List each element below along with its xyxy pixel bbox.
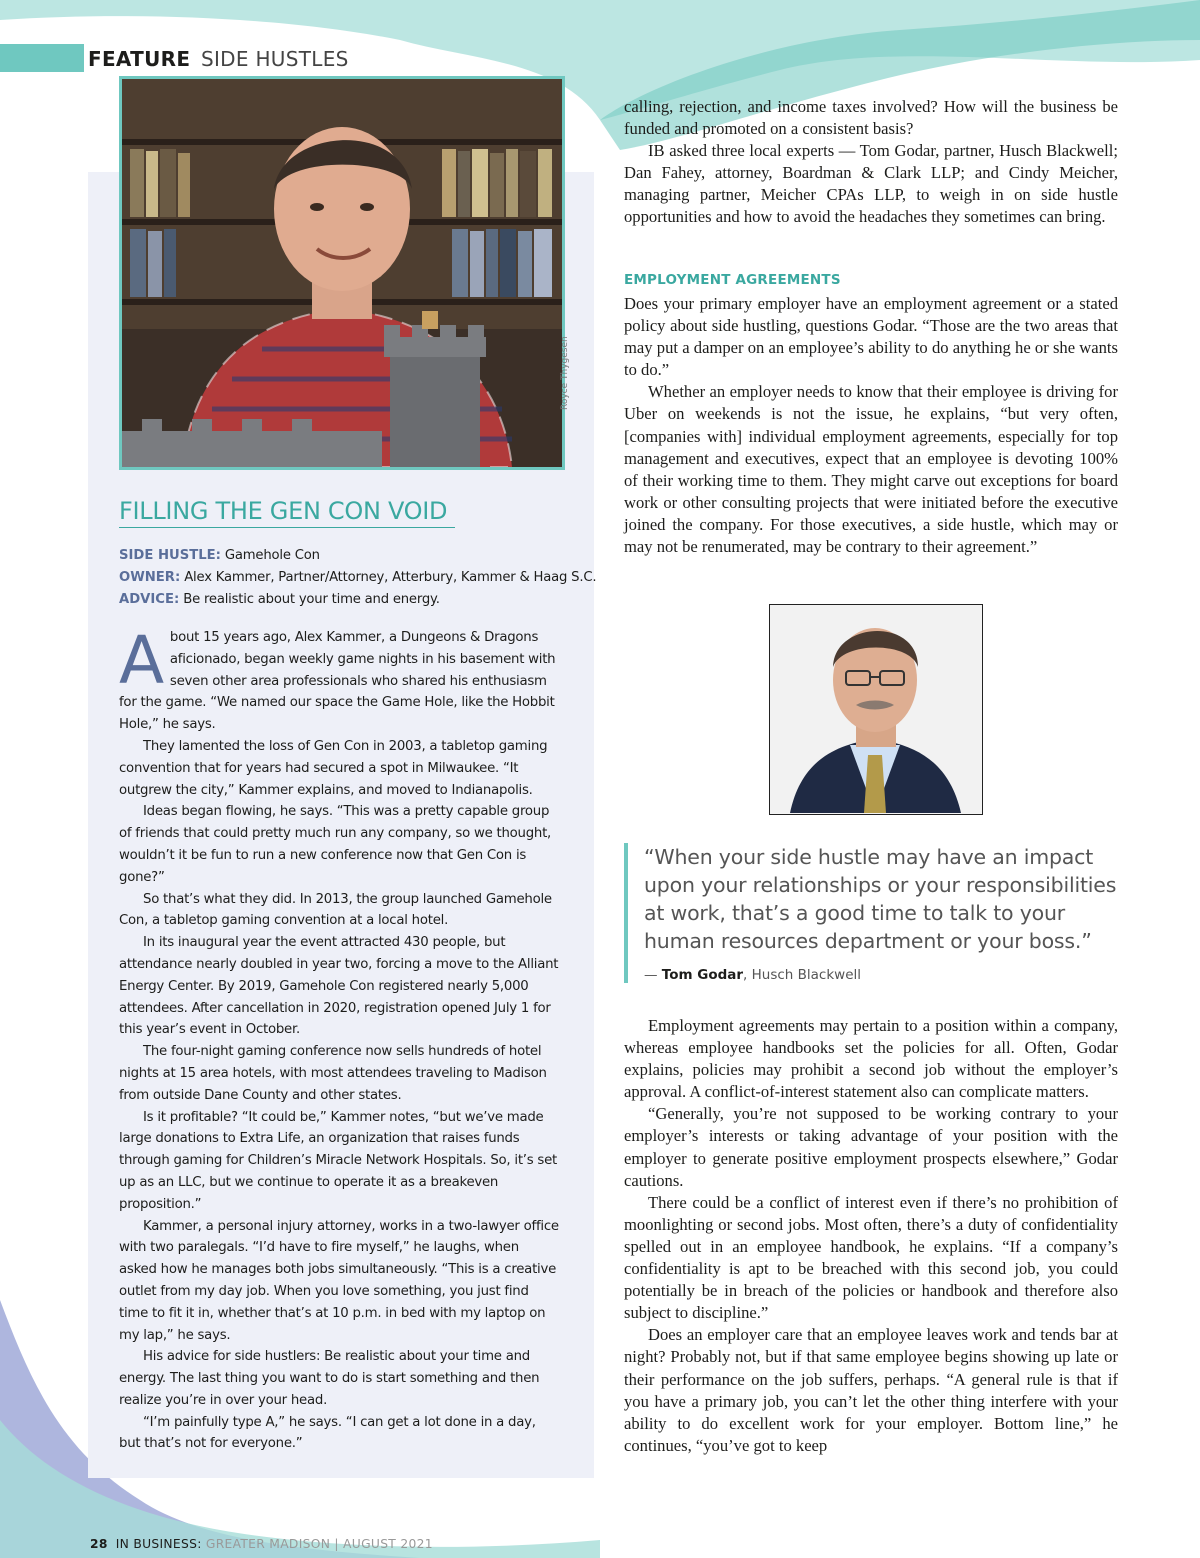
pull-quote-attribution — [644, 967, 1124, 983]
headshot-illustration — [770, 605, 981, 813]
page-number: 28 — [90, 1537, 108, 1551]
publication-edition: GREATER MADISON | AUGUST 2021 — [201, 1537, 433, 1551]
fact-value: Be realistic about your time and energy. — [183, 592, 440, 607]
fact-owner — [119, 567, 597, 589]
main-paragraph: Does an employer care that an employee leaves work and tends bar at night? Probably not, but if that same employee begins showing up late or their performance on the job suffers, perhaps. “A general rule is that if you have a primary job, you can’t let the other thing interfere with your ability to do excellent work for your employer. Bottom line,” he continues, “you’ve got to keep — [624, 1325, 1118, 1455]
sidebar-paragraph: So that’s what they did. In 2013, the group launched Gamehole Con, a tabletop gaming convention at a local hotel. — [119, 891, 552, 929]
sidebar-article-body — [119, 622, 560, 1455]
sidebar-paragraph: His advice for side hustlers: Be realistic about your time and energy. The last thing you want to do is start something and then realize you’re in over your head. — [119, 1349, 540, 1408]
header-feature-label: FEATURE — [88, 47, 191, 71]
fact-label: SIDE HUSTLE: — [119, 548, 221, 563]
main-paragraph: “Generally, you’re not supposed to be working contrary to your employer’s interests or taking advantage of your position with the employer to generate positive employment prospects elsewhere,” Godar cautions. — [624, 1104, 1118, 1190]
page-footer — [90, 1537, 433, 1551]
main-paragraph: IB asked three local experts — Tom Godar, partner, Husch Blackwell; Dan Fahey, attorney, Boardman & Clark LLP; and Cindy Meicher, managing partner, Meicher CPAs LLP, to weigh in on side hustle opportunities and how to avoid the headaches they sometimes can bring. — [624, 141, 1118, 227]
fact-label: ADVICE: — [119, 592, 180, 607]
section-header — [88, 45, 349, 73]
attribution-dash: — — [644, 967, 662, 983]
publication-name: IN BUSINESS: — [115, 1537, 202, 1551]
sidebar-paragraph: “I’m painfully type A,” he says. “I can get a lot done in a day, but that’s not for everyone.” — [119, 1414, 536, 1452]
fact-label: OWNER: — [119, 570, 181, 585]
main-paragraph: Employment agreements may pertain to a position within a company, whereas employee handbooks set the policies for all. Often, Godar explains, policies may prohibit a second job without the employer’s approval. A conflict-of-interest statement also can complicate matters. — [624, 1016, 1118, 1102]
sidebar-title: FILLING THE GEN CON VOID — [119, 497, 455, 528]
main-column-top — [624, 96, 1118, 229]
fact-value: Gamehole Con — [224, 548, 320, 563]
sidebar-paragraph — [119, 622, 560, 736]
fact-value: Alex Kammer, Partner/Attorney, Atterbury, Kammer & Haag S.C. — [184, 570, 597, 585]
attribution-affiliation: , Husch Blackwell — [743, 967, 862, 983]
main-paragraph: There could be a conflict of interest even if there’s no prohibition of moonlighting or second jobs. Most often, there’s a duty of confidentiality spelled out in an employee handbook, he explains. “If a company’s confidentiality is apt to be breached with this second job, you could potentially be in breach of the policies or handbook and therefore also subject to discipline.” — [624, 1192, 1118, 1323]
paragraph-text: bout 15 years ago, Alex Kammer, a Dungeons & Dragons aficionado, began weekly game nights in his basement with seven other area professionals who shared his enthusiasm for the game. “We named our space the Game Hole, like the Hobbit Hole,” he says. — [119, 630, 556, 733]
main-paragraph: Does your primary employer have an employment agreement or a stated policy about side hustling, questions Godar. “Those are the two areas that may put a damper on an employee’s ability to do anything he or she wants to do.” — [624, 294, 1118, 380]
sidebar-paragraph: The four-night gaming conference now sells hundreds of hotel nights at 15 area hotels, with most attendees traveling to Madison from outside Dane County and other states. — [119, 1044, 547, 1103]
main-paragraph: calling, rejection, and income taxes involved? How will the business be funded and promoted on a consistent basis? — [624, 97, 1118, 139]
main-paragraph: Whether an employer needs to know that their employee is driving for Uber on weekends is not the issue, he explains, “but very often, [companies with] individual employment agreements, especially for top management and executives, expect that an employee is devoting 100% of their working time to them. They might carve out exceptions for board work or other consulting projects that were initiated before the executive joined the company. For those executives, a side hustle, which may or may not be renumerated, may be contrary to their agreement.” — [624, 382, 1118, 557]
sidebar-paragraph: Is it profitable? “It could be,” Kammer notes, “but we’ve made large donations to Extra Life, an organization that raises funds through gaming for Children’s Miracle Network Hospitals. So, it’s set up as an LLC, but we continue to operate it as a breakeven proposition.” — [119, 1109, 557, 1212]
header-section-label: SIDE HUSTLES — [200, 47, 349, 71]
sidebar-paragraph: They lamented the loss of Gen Con in 2003, a tabletop gaming convention that for years had secured a spot in Milwaukee. “It outgrew the city,” Kammer explains, and moved to Indianapolis. — [119, 738, 548, 798]
sidebar-paragraph: Ideas began flowing, he says. “This was a pretty capable group of friends that could pretty much run any company, so we thought, wouldn’t it be fun to run a new conference now that Gen Con is gone?” — [119, 804, 552, 885]
headshot-photo — [769, 604, 983, 815]
sidebar-facts — [119, 545, 597, 611]
sidebar-paragraph: In its inaugural year the event attracted 430 people, but attendance nearly doubled in year two, forcing a move to the Alliant Energy Center. By 2019, Gamehole Con registered nearly 5,000 attendees. After cancellation in 2020, registration opened July 1 for this year’s event in October. — [119, 935, 559, 1038]
main-column-bottom — [624, 1015, 1118, 1457]
pull-quote-text: “When your side hustle may have an impact upon your relationships or your responsibilities at work, that’s a good time to talk to your human resources department or your boss.” — [644, 845, 1117, 953]
pull-quote — [624, 843, 1124, 983]
fact-side-hustle — [119, 545, 589, 567]
photo-credit: Royce Thygesen — [560, 336, 570, 410]
sidebar-paragraph: Kammer, a personal injury attorney, works in a two-lawyer office with two paralegals. “I’d have to fire myself,” he laughs, when asked how he manages both jobs simultaneously. “This is a creative outlet from my day job. When you love something, you just find time to fit it in, whether that’s at 10 p.m. in bed with my laptop on my lap,” he says. — [119, 1218, 559, 1343]
fact-advice — [119, 589, 589, 611]
attribution-name: Tom Godar — [661, 967, 744, 983]
header-accent-bar — [0, 44, 84, 72]
feature-photo — [119, 76, 565, 470]
main-column-middle — [624, 293, 1118, 558]
photo-illustration — [122, 79, 562, 467]
drop-cap: A — [119, 622, 164, 699]
subhead-employment-agreements: EMPLOYMENT AGREEMENTS — [624, 272, 841, 288]
